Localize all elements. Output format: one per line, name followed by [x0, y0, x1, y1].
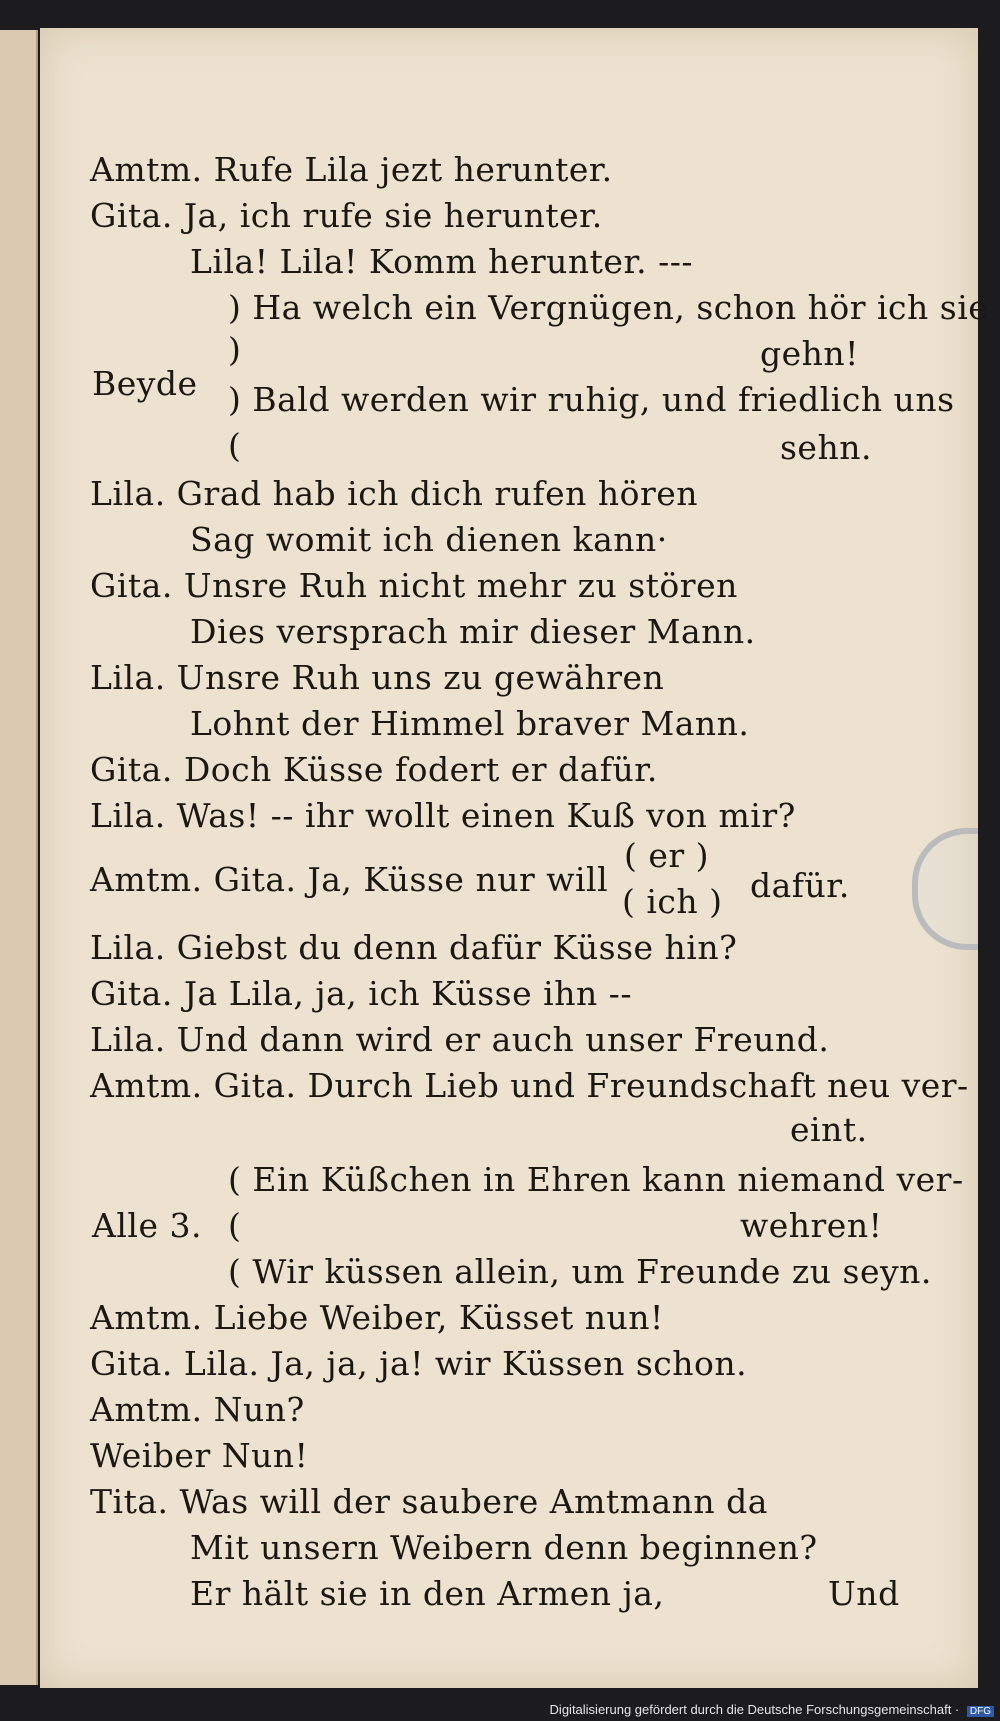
text-line: Lohnt der Himmel braver Mann.	[190, 704, 750, 743]
catchword: Und	[828, 1574, 900, 1613]
text-line: Lila! Lila! Komm herunter. ---	[190, 242, 694, 281]
text-line: dafür.	[750, 866, 850, 905]
text-line: Dies versprach mir dieser Mann.	[190, 612, 756, 651]
footer-credit: Digitalisierung gefördert durch die Deutsche Forschungsgemeinschaft ·	[549, 1702, 960, 1717]
text-line: (	[228, 426, 242, 465]
text-line: ( ich )	[622, 882, 723, 921]
text-line: Amtm. Liebe Weiber, Küsset nun!	[90, 1298, 664, 1337]
text-line: ( Ein Küßchen in Ehren kann niemand ver-	[228, 1160, 964, 1199]
text-line: Gita. Lila. Ja, ja, ja! wir Küssen schon.	[90, 1344, 748, 1383]
text-line: Amtm. Nun?	[90, 1390, 305, 1429]
text-line: Lila. Giebst du denn dafür Küsse hin?	[90, 928, 738, 967]
speaker-label: Beyde	[92, 364, 198, 403]
text-line: gehn!	[760, 334, 859, 373]
digitization-footer	[0, 1702, 1000, 1717]
text-line: (	[228, 1206, 242, 1245]
text-line: Er hält sie in den Armen ja,	[190, 1574, 665, 1613]
text-line: eint.	[790, 1110, 868, 1149]
text-line: Amtm. Gita. Durch Lieb und Freundschaft neu ver-	[90, 1066, 969, 1105]
paper-clip	[912, 828, 978, 950]
text-line: Weiber Nun!	[90, 1436, 309, 1475]
text-line: Gita. Ja, ich rufe sie herunter.	[90, 196, 603, 235]
text-line: Amtm. Rufe Lila jezt herunter.	[90, 150, 613, 189]
text-line: Gita. Ja Lila, ja, ich Küsse ihn --	[90, 974, 632, 1013]
text-line: Gita. Unsre Ruh nicht mehr zu stören	[90, 566, 738, 605]
speaker-label: Alle 3.	[92, 1206, 202, 1245]
text-line: Amtm. Gita. Ja, Küsse nur will	[90, 860, 609, 899]
text-line: Lila. Unsre Ruh uns zu gewähren	[90, 658, 665, 697]
text-line: Mit unsern Weibern denn beginnen?	[190, 1528, 818, 1567]
text-line: Lila. Was! -- ihr wollt einen Kuß von mir?	[90, 796, 796, 835]
dfg-logo: DFG	[967, 1706, 994, 1717]
text-line: sehn.	[780, 428, 872, 467]
text-line: ( Wir küssen allein, um Freunde zu seyn.	[228, 1252, 932, 1291]
text-line: ) Bald werden wir ruhig, und friedlich uns	[228, 380, 955, 419]
text-line: Sag womit ich dienen kann·	[190, 520, 668, 559]
text-line: Gita. Doch Küsse fodert er dafür.	[90, 750, 658, 789]
text-line: Tita. Was will der saubere Amtmann da	[90, 1482, 768, 1521]
text-line: wehren!	[740, 1206, 883, 1245]
text-line: ( er )	[624, 836, 710, 875]
text-line: Lila. Grad hab ich dich rufen hören	[90, 474, 699, 513]
text-line: ) Ha welch ein Vergnügen, schon hör ich sie	[228, 288, 989, 327]
text-line: Lila. Und dann wird er auch unser Freund.	[90, 1020, 830, 1059]
previous-page-edge	[0, 30, 38, 1685]
text-line: )	[228, 330, 242, 369]
